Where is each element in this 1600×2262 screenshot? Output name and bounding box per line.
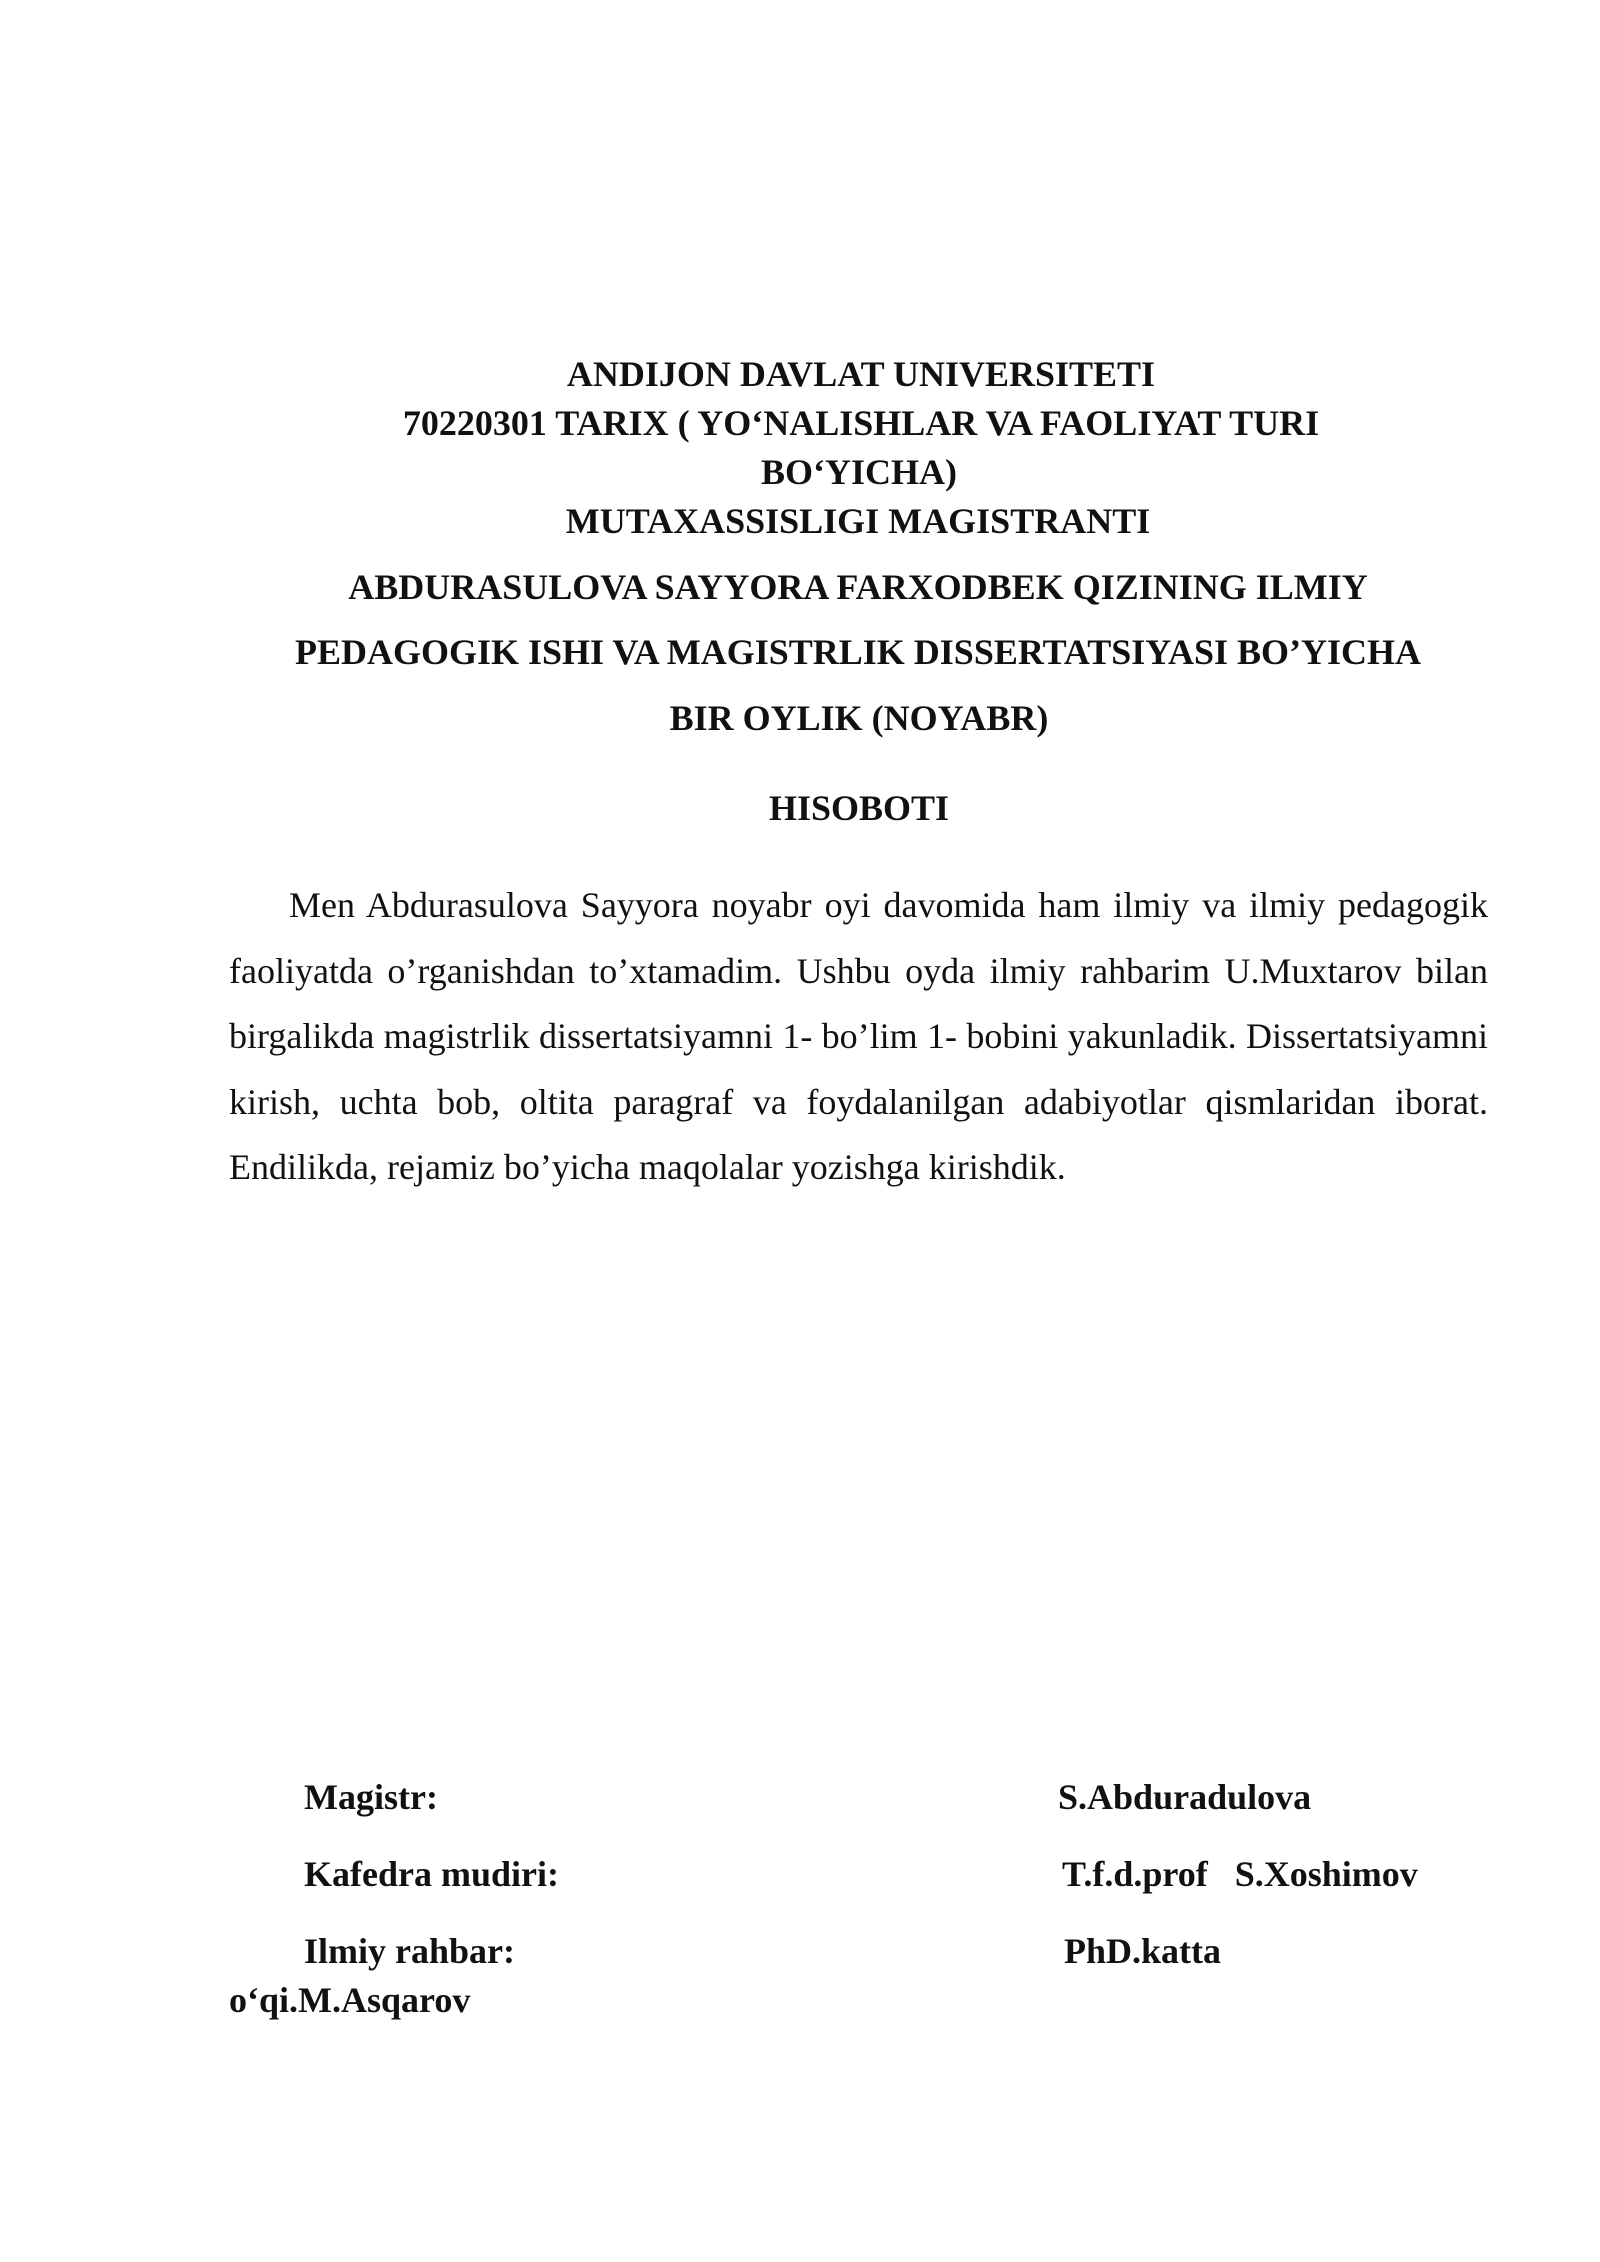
report-title-line-3: BIR OYLIK (NOYABR): [669, 698, 1049, 738]
rahbar-name: o‘qi.M.Asqarov: [229, 1980, 471, 2020]
kafedra-label: Kafedra mudiri:: [304, 1854, 559, 1894]
magistr-label: Magistr:: [304, 1777, 438, 1817]
rahbar-label: Ilmiy rahbar:: [304, 1931, 515, 1971]
specialty-line-2: BO‘YICHA): [761, 452, 957, 492]
report-heading: HISOBOTI: [768, 788, 950, 828]
report-title-line-2: PEDAGOGIK ISHI VA MAGISTRLIK DISSERTATSIYASI BO’YICHA: [294, 632, 1422, 672]
magistr-name: S.Abduradulova: [1058, 1777, 1312, 1817]
specialty-line-1: 70220301 TARIX ( YO‘NALISHLAR VA FAOLIYAT TURI: [402, 403, 1320, 443]
report-title-line-1: ABDURASULOVA SAYYORA FARXODBEK QIZINING ILMIY: [348, 567, 1368, 607]
kafedra-name: T.f.d.prof S.Xoshimov: [1062, 1854, 1418, 1894]
report-paragraph: Men Abdurasulova Sayyora noyabr oyi davomida ham ilmiy va ilmiy pedagogik faoliyatda o’rganishdan to’xtamadim. Ushbu oyda ilmiy rahbarim U.Muxtarov bilan birgalikda magistrlik dissertatsiyamni 1- bo’lim 1- bobini yakunladik. Dissertatsiyamni kirish, uchta bob, oltita paragraf va foydalanilgan adabiyotlar qismlaridan iborat. Endilikda, rejamiz bo’yicha maqolalar yozishga kirishdik.: [229, 885, 1488, 1187]
rahbar-title: PhD.katta: [1064, 1931, 1222, 1971]
university-name: ANDIJON DAVLAT UNIVERSITETI: [566, 354, 1156, 394]
specialty-line-3: MUTAXASSISLIGI MAGISTRANTI: [565, 501, 1151, 541]
